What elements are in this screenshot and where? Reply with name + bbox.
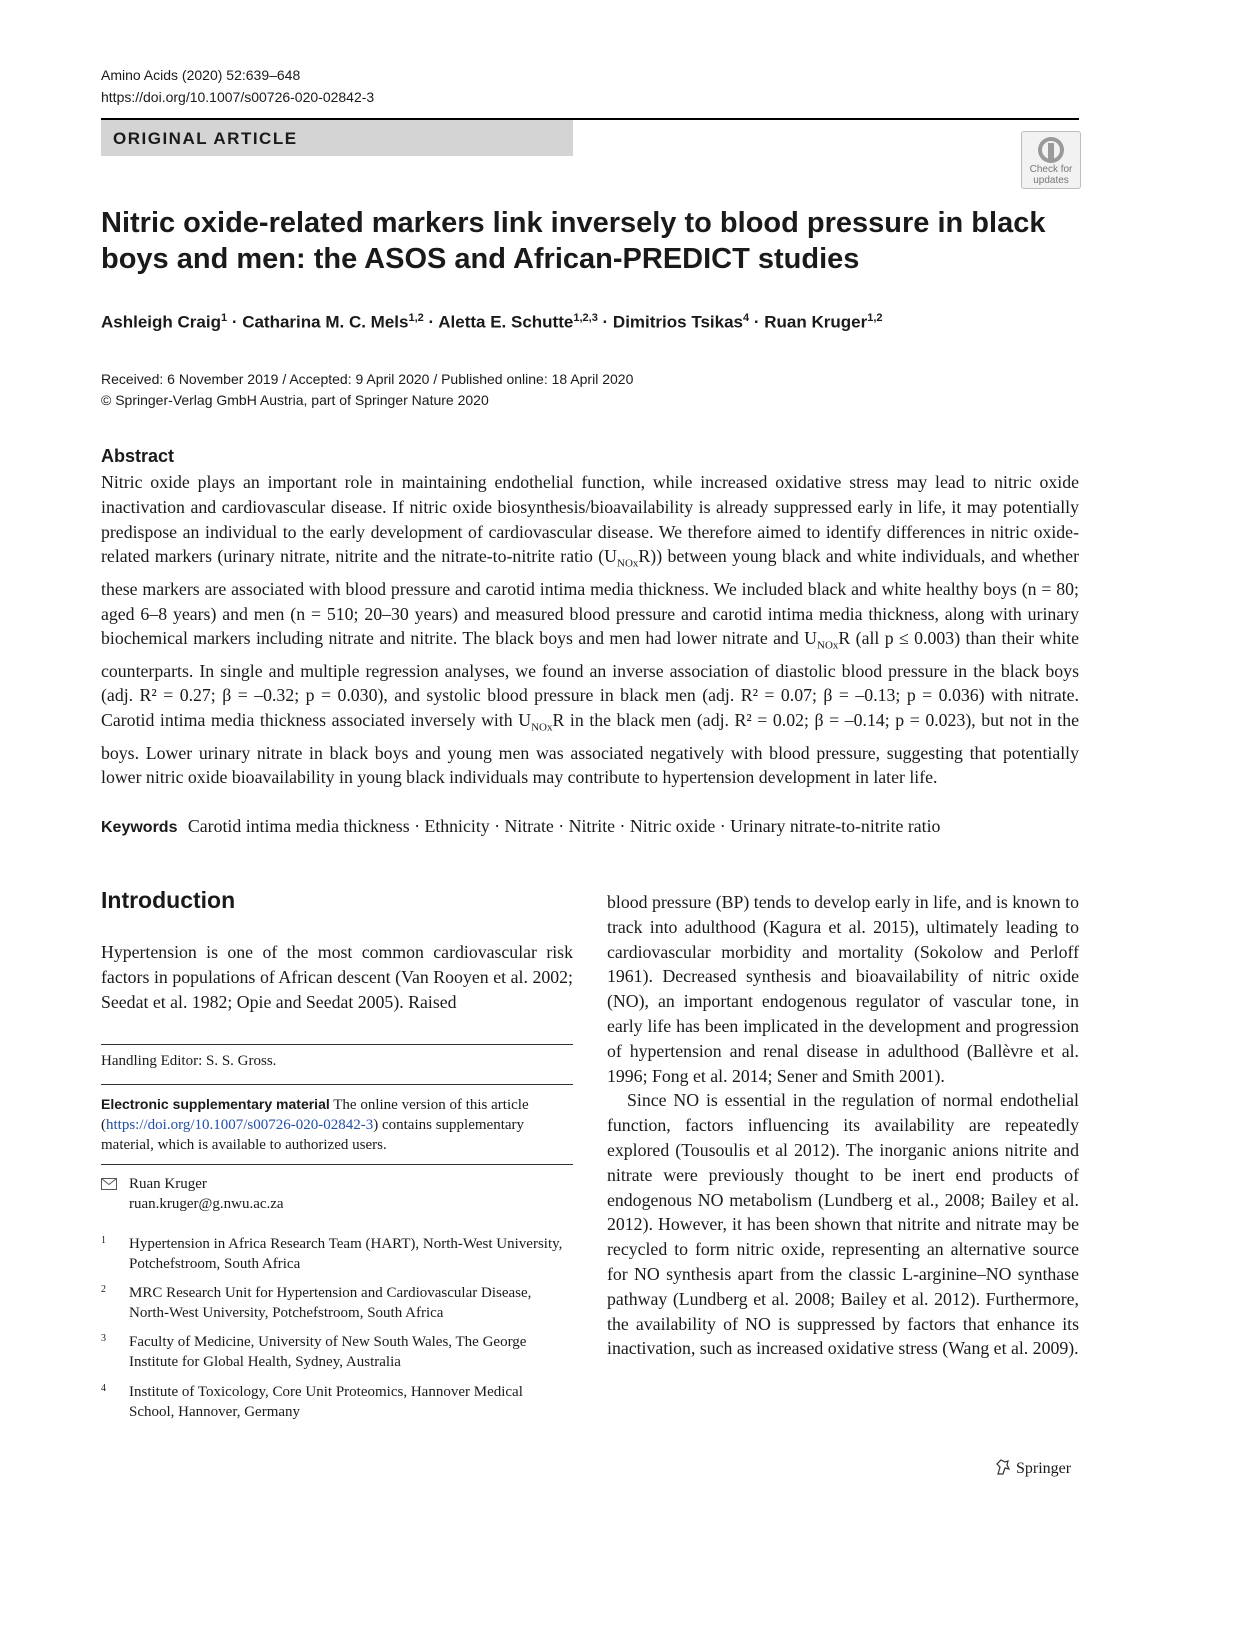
introduction-paragraph: blood pressure (BP) tends to develop early in life, and is known to track into adulthood (Kagura et al. 2015), ultimately leading to cardiovascular morbidity and mortality (Sokolow and Perloff 1961). Decreased synthesis and bioavailability of nitric oxide (NO), an important endogenous regulator of vascular tone, in early life has been implicated in the development and progression of hypertension and renal disease in adulthood (Ballèvre et al. 1996; Fong et al. 2014; Sener and Smith 2001). bbox=[607, 892, 1079, 1086]
footnote-divider bbox=[101, 1044, 573, 1045]
article-title: Nitric oxide-related markers link inversely to blood pressure in black boys and men: the ASOS and African-PREDICT studies bbox=[101, 207, 1046, 275]
author-affiliation-mark: 4 bbox=[743, 312, 750, 324]
check-updates-icon bbox=[1022, 134, 1080, 166]
abstract-part: R)) between young black and white individuals, and whether these markers are associated with blood pressure and carotid intima media thickness. We included black and white healthy boys (n = 80; aged 6–8 years) and men (n = 510; 20–30 years) and measured blood pressure and carotid intima media thickness, along with urinary biochemical markers including nitrate and nitrite. The black boys and men had lower nitrate and U bbox=[101, 546, 1079, 649]
affiliation-text: Faculty of Medicine, University of New South Wales, The George Institute for Global Health, Sydney, Australia bbox=[129, 1334, 527, 1370]
author-list: Ashleigh Craig$^1$ · Catharina M. C. Mels$^{1,2}$ · Aletta E. Schutte$^{1,2,3}$ · Dimitrios Tsikas$^4$ · Ruan Kruger$^{1,2}$ bbox=[101, 312, 883, 332]
abstract-part: R (all p ≤ 0.003) than their white counterparts. In single and multiple regression analyses, we found an inverse association of diastolic blood pressure in the black boys (adj. R² = 0.27; β = –0.32; p = 0.030), and systolic blood pressure in black men (adj. R² = 0.07; β = –0.13; p = 0.036) with nitrate. Carotid intima media thickness associated inversely with U bbox=[101, 628, 1079, 731]
introduction-left-text: Hypertension is one of the most common cardiovascular risk factors in populations of African descent (Van Rooyen et al. 2002; Seedat et al. 1982; Opie and Seedat 2005). Raised bbox=[101, 942, 573, 1012]
corresponding-name: Ruan Kruger bbox=[129, 1176, 207, 1192]
affiliation-number: 3 bbox=[101, 1333, 106, 1344]
abstract-part: R in the black men (adj. R² = 0.02; β = –0.14; p = 0.023), but not in the boys. Lower urinary nitrate in black boys and young men was associated negatively with blood pressure, suggesting that potentially lower nitric oxide bioavailability in young black individuals may contribute to hypertension development in later life. bbox=[101, 710, 1079, 788]
esm-link[interactable]: https://doi.org/10.1007/s00726-020-02842-3 bbox=[106, 1117, 374, 1133]
article-type-label: ORIGINAL ARTICLE bbox=[113, 129, 298, 148]
publication-dates bbox=[101, 369, 633, 411]
abstract-text bbox=[101, 470, 1079, 790]
affiliation-text: Institute of Toxicology, Core Unit Proteomics, Hannover Medical School, Hannover, Germany bbox=[129, 1384, 523, 1420]
introduction-paragraph: Since NO is essential in the regulation of normal endothelial function, factors influencing its availability are repeatedly explored (Tousoulis et al 2012). The inorganic anions nitrite and nitrate were previously thought to be inert end products of endogenous NO metabolism (Lundberg et al., 2008; Bailey et al. 2012). However, it has been shown that nitrite and nitrate may be recycled to form nitric oxide, representing an alternative source for NO synthesis apart from the classic L-arginine–NO synthase pathway (Lundberg et al. 2008; Bailey et al. 2012). Furthermore, the availability of NO is suppressed by factors that enhance its inactivation, such as increased oxidative stress (Wang et al. 2009). bbox=[607, 1090, 1079, 1359]
esm-label: Electronic supplementary material bbox=[101, 1096, 330, 1112]
check-updates-line1: Check for bbox=[1029, 164, 1073, 175]
affiliation-text: MRC Research Unit for Hypertension and Cardiovascular Disease, North-West University, Potchefstroom, South Africa bbox=[129, 1285, 532, 1321]
springer-logo bbox=[994, 1458, 1071, 1478]
affiliation-number: 2 bbox=[101, 1284, 106, 1295]
author-name: Ashleigh Craig bbox=[101, 312, 221, 332]
keywords-text: Carotid intima media thickness · Ethnicity · Nitrate · Nitrite · Nitric oxide · Urinary nitrate-to-nitrite ratio bbox=[187, 816, 941, 836]
journal-info bbox=[101, 64, 374, 108]
handling-editor: Handling Editor: S. S. Gross. bbox=[101, 1053, 277, 1069]
footnote-divider bbox=[101, 1084, 573, 1085]
abstract-heading: Abstract bbox=[101, 446, 175, 466]
journal-citation: Amino Acids (2020) 52:639–648 bbox=[101, 67, 301, 83]
introduction-right-column bbox=[607, 890, 1079, 1361]
author-affiliation-mark: 1 bbox=[220, 312, 228, 324]
publisher-name: Springer bbox=[1016, 1460, 1072, 1477]
author-name: Catharina M. C. Mels bbox=[242, 312, 409, 332]
check-for-updates-badge[interactable] bbox=[1021, 131, 1081, 189]
keywords bbox=[101, 816, 1079, 837]
esm-text: The online version of this article ( bbox=[101, 1097, 529, 1133]
abstract-subscript: NOx bbox=[531, 721, 553, 734]
check-updates-line2: updates bbox=[1033, 175, 1069, 186]
footnote-divider bbox=[101, 1164, 573, 1165]
affiliation-number: 1 bbox=[101, 1235, 106, 1246]
article-type-bar bbox=[101, 120, 573, 156]
affiliation-text: Hypertension in Africa Research Team (HART), North-West University, Potchefstroom, South Africa bbox=[129, 1236, 563, 1272]
springer-horse-icon bbox=[994, 1458, 1012, 1476]
keywords-label: Keywords bbox=[101, 819, 178, 836]
author-name: Ruan Kruger bbox=[764, 312, 868, 332]
supplementary-material-note bbox=[101, 1094, 541, 1155]
esm-text: ) contains supplementary material, which is available to authorized users. bbox=[101, 1117, 525, 1153]
author-affiliation-mark: 1,2 bbox=[408, 312, 424, 324]
corresponding-email[interactable]: ruan.kruger@g.nwu.ac.za bbox=[129, 1196, 284, 1212]
history-dates: Received: 6 November 2019 / Accepted: 9 April 2020 / Published online: 18 April 2020 bbox=[101, 371, 634, 387]
author-name: Dimitrios Tsikas bbox=[612, 312, 743, 332]
envelope-icon bbox=[101, 1178, 117, 1190]
author-name: Aletta E. Schutte bbox=[438, 312, 574, 332]
copyright: © Springer-Verlag GmbH Austria, part of Springer Nature 2020 bbox=[101, 392, 489, 408]
author-affiliation-mark: 1,2 bbox=[867, 312, 883, 324]
abstract-subscript: NOx bbox=[817, 639, 839, 652]
author-affiliation-mark: 1,2,3 bbox=[573, 312, 598, 324]
abstract-part: Nitric oxide plays an important role in maintaining endothelial function, while increased oxidative stress may lead to nitric oxide inactivation and cardiovascular disease. If nitric oxide biosynthesis/bioavailability is already suppressed early in life, it may potentially predispose an individual to the early development of cardiovascular disease. We therefore aimed to identify differences in nitric oxide-related markers (urinary nitrate, nitrite and the nitrate-to-nitrite ratio (U bbox=[101, 472, 1079, 567]
introduction-heading: Introduction bbox=[101, 887, 236, 913]
affiliation-number: 4 bbox=[101, 1383, 106, 1394]
abstract-subscript: NOx bbox=[617, 557, 639, 570]
journal-doi[interactable]: https://doi.org/10.1007/s00726-020-02842-3 bbox=[101, 89, 375, 105]
